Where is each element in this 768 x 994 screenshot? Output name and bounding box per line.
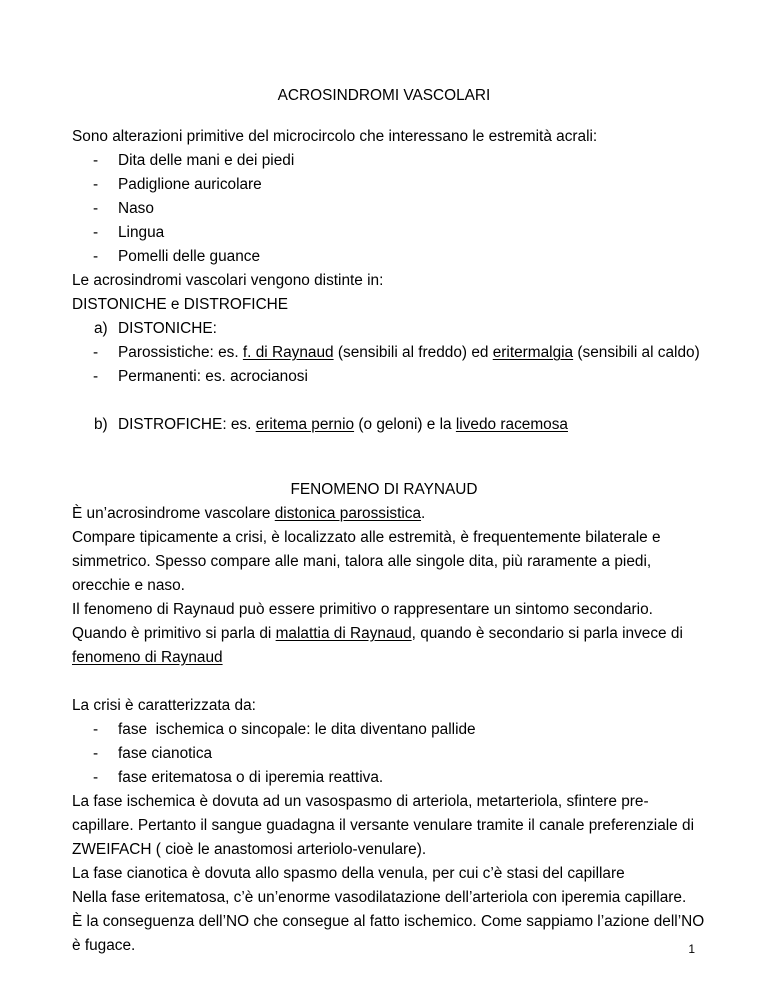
- definition-line: [72, 502, 425, 526]
- list-dash: -: [93, 200, 99, 217]
- list-item-text: fase eritematosa o di iperemia reattiva.: [118, 769, 384, 786]
- underlined-term: livedo racemosa: [455, 416, 568, 433]
- distoniche-heading: [0, 317, 768, 341]
- list-item-text: [118, 413, 568, 437]
- paragraph-line: È la conseguenza dell’NO che consegue al fatto ischemico. Come sappiamo l’azione dell’NO: [72, 913, 705, 930]
- list-item: [0, 766, 768, 790]
- text-run: DISTROFICHE: es.: [118, 416, 256, 433]
- paragraph-line: Compare tipicamente a crisi, è localizzato alle estremità, è frequentemente bilaterale e: [72, 529, 661, 546]
- list-dash: -: [93, 344, 99, 361]
- paragraph-line: orecchie e naso.: [72, 577, 185, 594]
- list-item: [0, 245, 768, 269]
- paragraph-line: [72, 646, 223, 670]
- list-dash: -: [93, 176, 99, 193]
- list-item: [0, 221, 768, 245]
- categories-line: DISTONICHE e DISTROFICHE: [72, 296, 289, 313]
- distinct-line: Le acrosindromi vascolari vengono distinte in:: [72, 272, 384, 289]
- paragraph-line: La fase cianotica è dovuta allo spasmo della venula, per cui c’è stasi del capillare: [72, 865, 625, 882]
- crisi-intro: La crisi è caratterizzata da:: [72, 697, 256, 714]
- list-item: [0, 173, 768, 197]
- list-dash: -: [93, 769, 99, 786]
- list-item: [0, 197, 768, 221]
- underlined-term: distonica parossistica: [274, 505, 422, 522]
- paragraph-line: Il fenomeno di Raynaud può essere primitivo o rappresentare un sintomo secondario.: [72, 601, 653, 618]
- distrofiche-item: [0, 413, 768, 437]
- list-dash: -: [93, 745, 99, 762]
- list-item-text: Naso: [118, 200, 154, 217]
- text-run: È un’acrosindrome vascolare: [72, 505, 275, 522]
- underlined-term: fenomeno di Raynaud: [72, 649, 223, 666]
- list-item: [0, 742, 768, 766]
- list-label: a): [94, 320, 108, 337]
- list-dash: -: [93, 368, 99, 385]
- paragraph-line: capillare. Pertanto il sangue guadagna il versante venulare tramite il canale preferenziale di: [72, 817, 694, 834]
- text-run: Quando è primitivo si parla di: [72, 625, 276, 642]
- paragraph-line: [72, 622, 683, 646]
- text-run: (sensibili al caldo): [573, 344, 700, 361]
- page-number: 1: [688, 942, 695, 956]
- underlined-term: malattia di Raynaud: [275, 625, 412, 642]
- list-item: [0, 341, 768, 365]
- list-dash: -: [93, 152, 99, 169]
- list-item: [0, 149, 768, 173]
- list-item-text: [118, 341, 700, 365]
- text-run: , quando è secondario si parla invece di: [411, 625, 683, 642]
- list-item-text: Dita delle mani e dei piedi: [118, 152, 295, 169]
- list-dash: -: [93, 248, 99, 265]
- paragraph-line: è fugace.: [72, 937, 136, 954]
- text-run: Parossistiche: es.: [118, 344, 243, 361]
- list-item-text: Padiglione auricolare: [118, 176, 262, 193]
- list-item: [0, 718, 768, 742]
- list-item-text: Pomelli delle guance: [118, 248, 261, 265]
- list-dash: -: [93, 721, 99, 738]
- list-item-text: fase ischemica o sincopale: le dita diventano pallide: [118, 721, 476, 738]
- list-item-text: fase cianotica: [118, 745, 213, 762]
- text-run: .: [421, 505, 426, 522]
- list-dash: -: [93, 224, 99, 241]
- paragraph-line: Nella fase eritematosa, c’è un’enorme vasodilatazione dell’arteriola con iperemia capillare.: [72, 889, 687, 906]
- list-label: b): [94, 416, 108, 433]
- list-item-text: Permanenti: es. acrocianosi: [118, 368, 308, 385]
- section-title: FENOMENO DI RAYNAUD: [290, 481, 478, 498]
- underlined-term: eritermalgia: [492, 344, 574, 361]
- text-run: (sensibili al freddo) ed: [333, 344, 493, 361]
- paragraph-line: La fase ischemica è dovuta ad un vasospasmo di arteriola, metarteriola, sfintere pre-: [72, 793, 649, 810]
- underlined-term: eritema pernio: [255, 416, 355, 433]
- paragraph-line: simmetrico. Spesso compare alle mani, talora alle singole dita, più raramente a piedi,: [72, 553, 652, 570]
- text-run: (o geloni) e la: [354, 416, 456, 433]
- list-item-text: DISTONICHE:: [118, 320, 217, 337]
- page-title: ACROSINDROMI VASCOLARI: [277, 87, 491, 104]
- list-item-text: Lingua: [118, 224, 165, 241]
- paragraph-line: ZWEIFACH ( cioè le anastomosi arteriolo-venulare).: [72, 841, 427, 858]
- list-item: [0, 365, 768, 389]
- underlined-term: f. di Raynaud: [242, 344, 334, 361]
- intro-paragraph: Sono alterazioni primitive del microcircolo che interessano le estremità acrali:: [72, 128, 598, 145]
